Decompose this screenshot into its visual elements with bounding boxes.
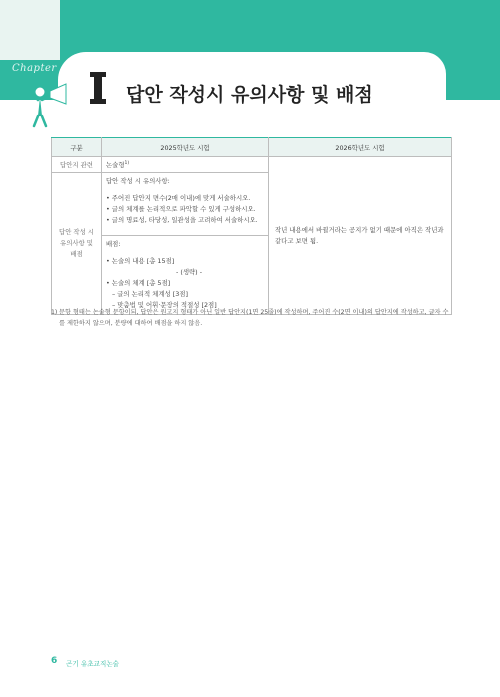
chapter-word: Chapter: [12, 63, 57, 74]
chapter-roman-numeral: [90, 72, 106, 104]
megaphone-figure-icon: [22, 78, 74, 130]
footnote-ref: 1): [124, 160, 130, 166]
row-value-answer-sheet: [102, 157, 269, 173]
footnote-text: 문항 형태는 논술형 문항이되, 답안은 원고지 형태가 아닌 일반 답안지(1면 25줄)에 작성하며, 주어진 수(2면 이내)의 답안지에 작성하고, 글자 수를 제한하지 않으며, 분량에 대하여 배점을 하지 않음.: [59, 309, 449, 327]
footer-brand: 곤기 유초교직논술: [66, 660, 120, 668]
note-item: • 글의 명료성, 타당성, 일관성을 고려하여 서술하시오.: [106, 216, 258, 224]
score-item: • 논술의 내용 [총 15점]: [106, 257, 175, 265]
footnote: [51, 307, 451, 329]
row-label-answer-sheet: 답안지 관련: [52, 157, 102, 173]
header-tab-light: [0, 0, 60, 60]
page-number: 6: [51, 656, 58, 666]
answer-type: 논술형: [106, 161, 125, 169]
col-header-2025: 2025학년도 시험: [102, 138, 269, 157]
note-item: • 글의 체계를 논리적으로 파악할 수 있게 구성하시오.: [106, 205, 256, 213]
score-subitem: – 맞춤법 및 어휘·문장의 적절성 [2점]: [112, 301, 217, 309]
cell-scoring: [102, 236, 269, 315]
cell-notes: [102, 173, 269, 236]
row-label-notes-scoring: 답안 작성 시 유의사항 및 배점: [52, 173, 102, 315]
note-item: • 주어진 답안지 면수(2매 이내)에 맞게 서술하시오.: [106, 194, 251, 202]
score-title: 배점:: [106, 240, 121, 248]
score-item: • 논술의 체계 [총 5점]: [106, 279, 171, 287]
score-subitem: – 글의 논리적 체계성 [3점]: [112, 290, 188, 298]
notes-title: 답안 작성 시 유의사항:: [106, 177, 170, 185]
score-omitted: - (생략) -: [176, 268, 203, 276]
table-header-row: [52, 138, 452, 157]
exam-table: [51, 137, 452, 315]
col-header-2026: 2026학년도 시험: [269, 138, 452, 157]
page-title: 답안 작성시 유의사항 및 배점: [126, 84, 373, 106]
col-header-category: 구분: [52, 138, 102, 157]
footnote-number: 1): [51, 309, 58, 316]
cell-2026: 작년 내용에서 바뀔거라는 공지가 없기 때문에 아직은 작년과 같다고 보면 됨.: [269, 157, 452, 315]
table-row: [52, 157, 452, 173]
